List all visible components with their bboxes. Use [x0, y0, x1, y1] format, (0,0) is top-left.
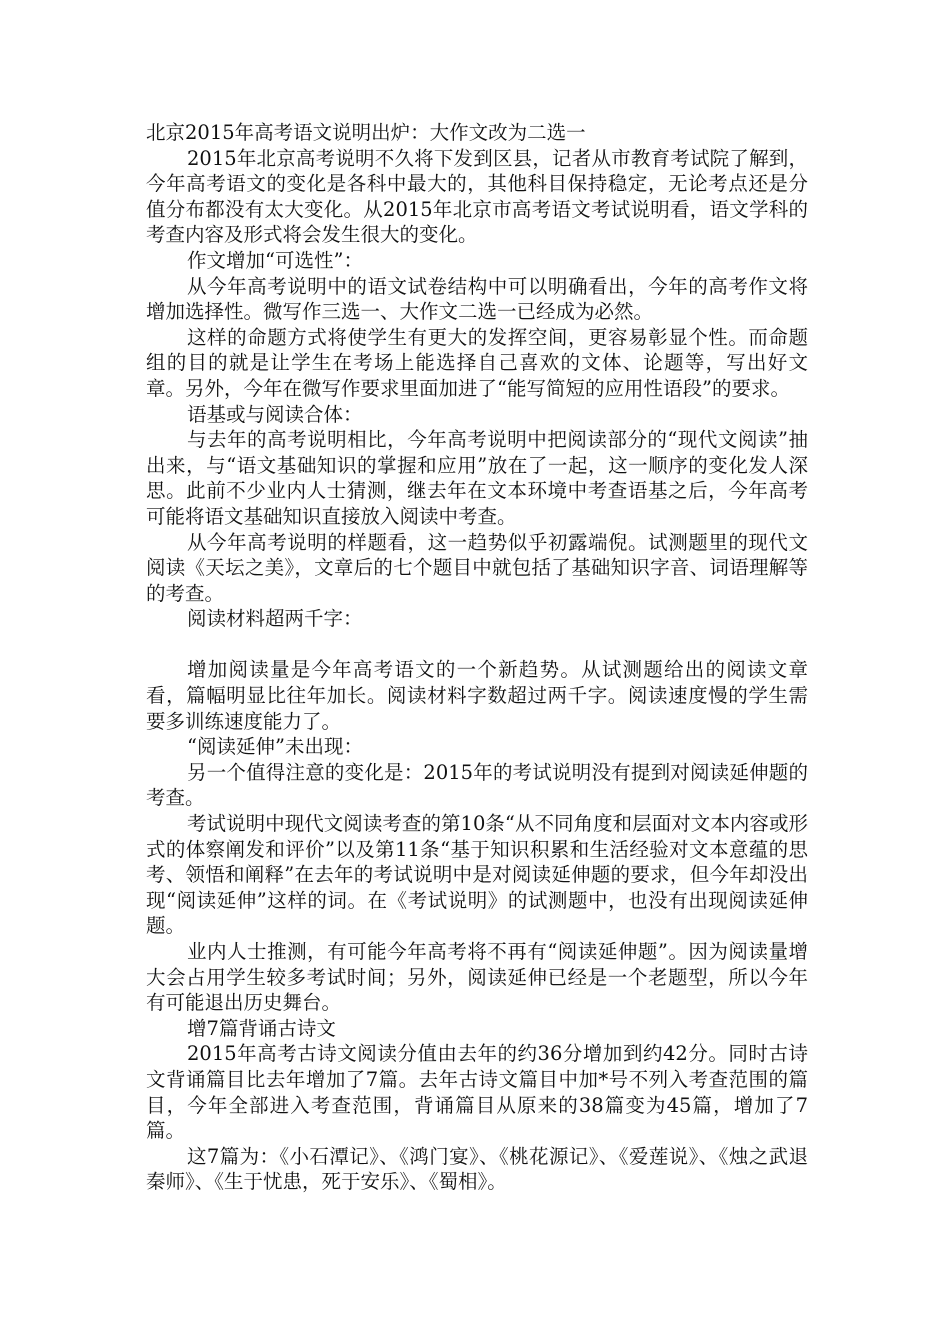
- paragraph: 另一个值得注意的变化是：2015年的考试说明没有提到对阅读延伸题的考查。: [146, 760, 808, 810]
- section-heading: 阅读材料超两千字：: [187, 607, 363, 631]
- paragraph: 与去年的高考说明相比，今年高考说明中把阅读部分的“现代文阅读”抽出来，与“语文基础知识的掌握和应用”放在了一起，这一顺序的变化发人深思。此前不少业内人士猜测，继去年在文本环境中考查语基之后，今年高考可能将语文基础知识直接放入阅读中考查。: [146, 428, 808, 528]
- section-heading: 语基或与阅读合体：: [187, 402, 363, 426]
- document-body: [146, 120, 808, 1195]
- paragraph: 2015年北京高考说明不久将下发到区县，记者从市教育考试院了解到，今年高考语文的变化是各科中最大的，其他科目保持稳定，无论考点还是分值分布都没有太大变化。从2015年北京市高考语文考试说明看，语文学科的考查内容及形式将会发生很大的变化。: [146, 146, 808, 247]
- paragraph: 从今年高考说明中的语文试卷结构中可以明确看出，今年的高考作文将增加选择性。微写作三选一、大作文二选一已经成为必然。: [146, 274, 808, 324]
- paragraph: 增加阅读量是今年高考语文的一个新趋势。从试测题给出的阅读文章看，篇幅明显比往年加长。阅读材料字数超过两千字。阅读速度慢的学生需要多训练速度能力了。: [146, 658, 808, 733]
- section-heading: “阅读延伸”未出现：: [187, 735, 363, 759]
- blank-line: [146, 632, 808, 658]
- paragraph: 这7篇为：《小石潭记》、《鸿门宴》、《桃花源记》、《爱莲说》、《烛之武退秦师》、《生于忧患，死于安乐》、《蜀相》。: [146, 1144, 808, 1194]
- paragraph: 考试说明中现代文阅读考查的第10条“从不同角度和层面对文本内容或形式的体察阐发和评价”以及第11条“基于知识积累和生活经验对文本意蕴的思考、领悟和阐释”在去年的考试说明中是对阅读延伸题的要求，但今年却没出现“阅读延伸”这样的词。在《考试说明》的试测题中，也没有出现阅读延伸题。: [146, 812, 808, 938]
- paragraph: 从今年高考说明的样题看，这一趋势似乎初露端倪。试测题里的现代文阅读《天坛之美》，文章后的七个题目中就包括了基础知识字音、词语理解等的考查。: [146, 530, 808, 605]
- section-heading: 作文增加“可选性”：: [187, 248, 363, 272]
- paragraph: 2015年高考古诗文阅读分值由去年的约36分增加到约42分。同时古诗文背诵篇目比去年增加了7篇。去年古诗文篇目中加*号不列入考查范围的篇目，今年全部进入考查范围，背诵篇目从原来的38篇变为45篇，增加了7篇。: [146, 1042, 808, 1143]
- paragraph: 这样的命题方式将使学生有更大的发挥空间，更容易彰显个性。而命题组的目的就是让学生在考场上能选择自己喜欢的文体、论题等，写出好文章。另外，今年在微写作要求里面加进了“能写简短的应用性语段”的要求。: [146, 325, 808, 400]
- section-heading: 增7篇背诵古诗文: [187, 1016, 336, 1040]
- paragraph: 业内人士推测，有可能今年高考将不再有“阅读延伸题”。因为阅读量增大会占用学生较多考试时间；另外，阅读延伸已经是一个老题型，所以今年有可能退出历史舞台。: [146, 940, 808, 1015]
- document-title: 北京2015年高考语文说明出炉：大作文改为二选一: [146, 121, 586, 144]
